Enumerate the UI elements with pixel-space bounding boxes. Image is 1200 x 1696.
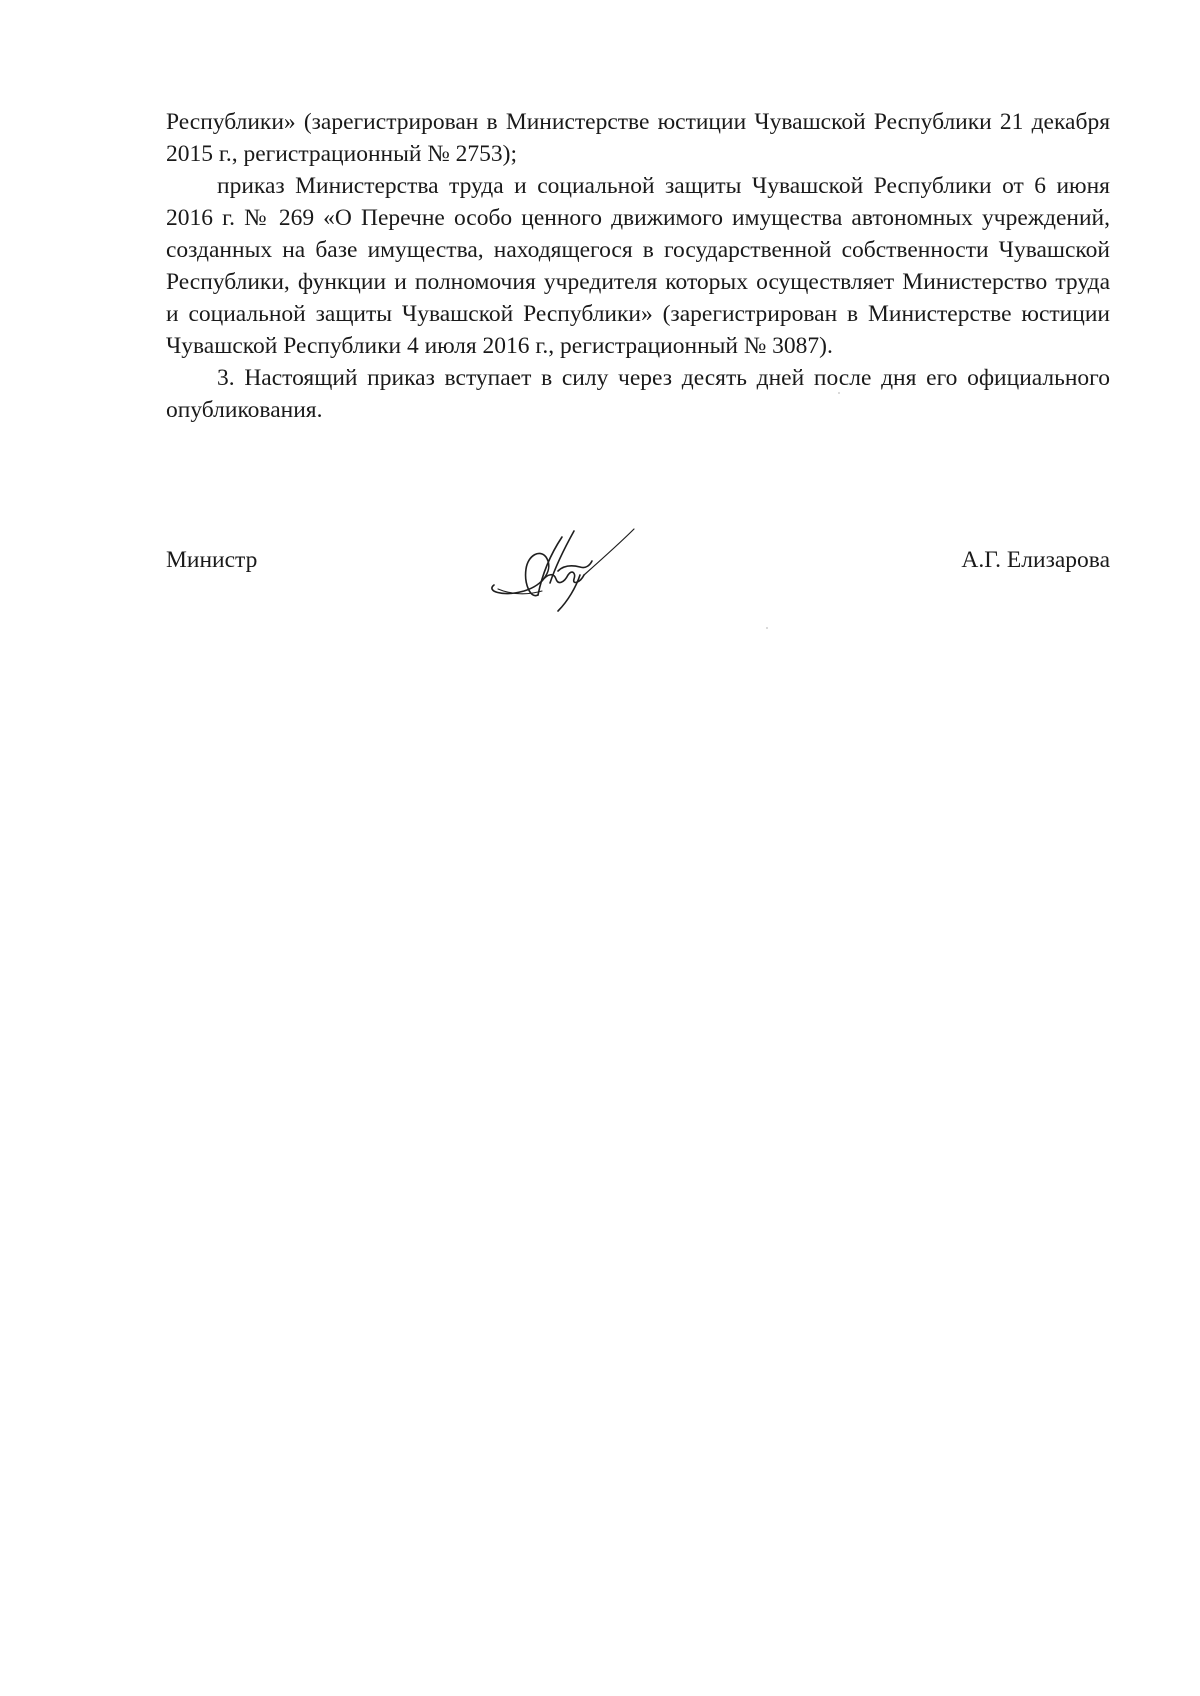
signature-block	[166, 537, 1110, 617]
document-body	[166, 106, 1110, 426]
scan-speck	[766, 627, 768, 629]
paragraph-effective-date: 3. Настоящий приказ вступает в силу через десять дней после дня его официального опубликования.	[166, 365, 1110, 423]
signatory-title: Министр	[166, 547, 258, 573]
paragraph-continuation: Республики» (зарегистрирован в Министерстве юстиции Чувашской Республики 21 декабря 2015 г., регистрационный № 2753);	[166, 109, 1110, 167]
signatory-name: А.Г. Елизарова	[961, 547, 1110, 573]
scan-speck	[838, 392, 840, 394]
handwritten-signature-icon	[484, 525, 644, 615]
paragraph-order-reference: приказ Министерства труда и социальной защиты Чувашской Республики от 6 июня 2016 г. № 269 «О Перечне особо ценного движимого имущества автономных учреждений, созданных на базе имущества, находящегося в государственной собственности Чувашской Республики, функции и полномочия учредителя которых осуществляет Министерство труда и социальной защиты Чувашской Республики» (зарегистрирован в Министерстве юстиции Чувашской Республики 4 июля 2016 г., регистрационный № 3087).	[166, 173, 1110, 359]
